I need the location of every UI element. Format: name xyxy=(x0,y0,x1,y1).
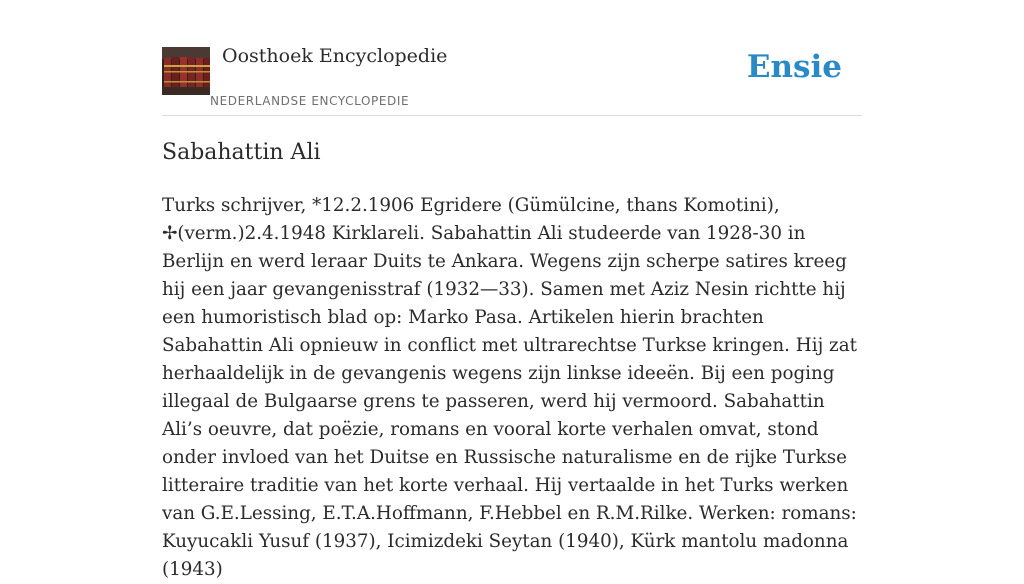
article-body: Turks schrijver, *12.2.1906 Egridere (Gümülcine, thans Komotini), ✢(verm.)2.4.1948 Kirklareli. Sabahattin Ali studeerde van 1928-30 in Berlijn en werd leraar Duits te Ankara. Wegens zijn scherpe satires kreeg hij een jaar gevangenisstraf (1932—33). Samen met Aziz Nesin richtte hij een humoristisch blad op: Marko Pasa. Artikelen hierin brachten Sabahattin Ali opnieuw in conflict met ultrarechtse Turkse kringen. Hij zat herhaaldelijk in de gevangenis wegens zijn linkse ideeën. Bij een poging illegaal de Bulgaarse grens te passeren, werd hij vermoord. Sabahattin Ali’s oeuvre, dat poëzie, romans en vooral korte verhalen omvat, stond onder invloed van het Duitse en Russische naturalisme en de rijke Turkse litteraire traditie van het korte verhaal. Hij vertaalde in het Turks werken van G.E.Lessing, E.T.A.Hoffmann, F.Hebbel en R.M.Rilke. Werken: romans: Kuyucakli Yusuf (1937), Icimizdeki Seytan (1940), Kürk mantolu madonna (1943) xyxy=(162,195,857,580)
site-subtitle: NEDERLANDSE ENCYCLOPEDIE xyxy=(210,94,410,108)
site-header xyxy=(162,0,862,116)
encyclopedia-books-icon[interactable] xyxy=(162,47,210,95)
article-title: Sabahattin Ali xyxy=(162,140,321,165)
content-container xyxy=(162,0,862,580)
ensie-brand-logo[interactable]: Ensie xyxy=(746,49,842,85)
site-title[interactable]: Oosthoek Encyclopedie xyxy=(222,45,448,67)
